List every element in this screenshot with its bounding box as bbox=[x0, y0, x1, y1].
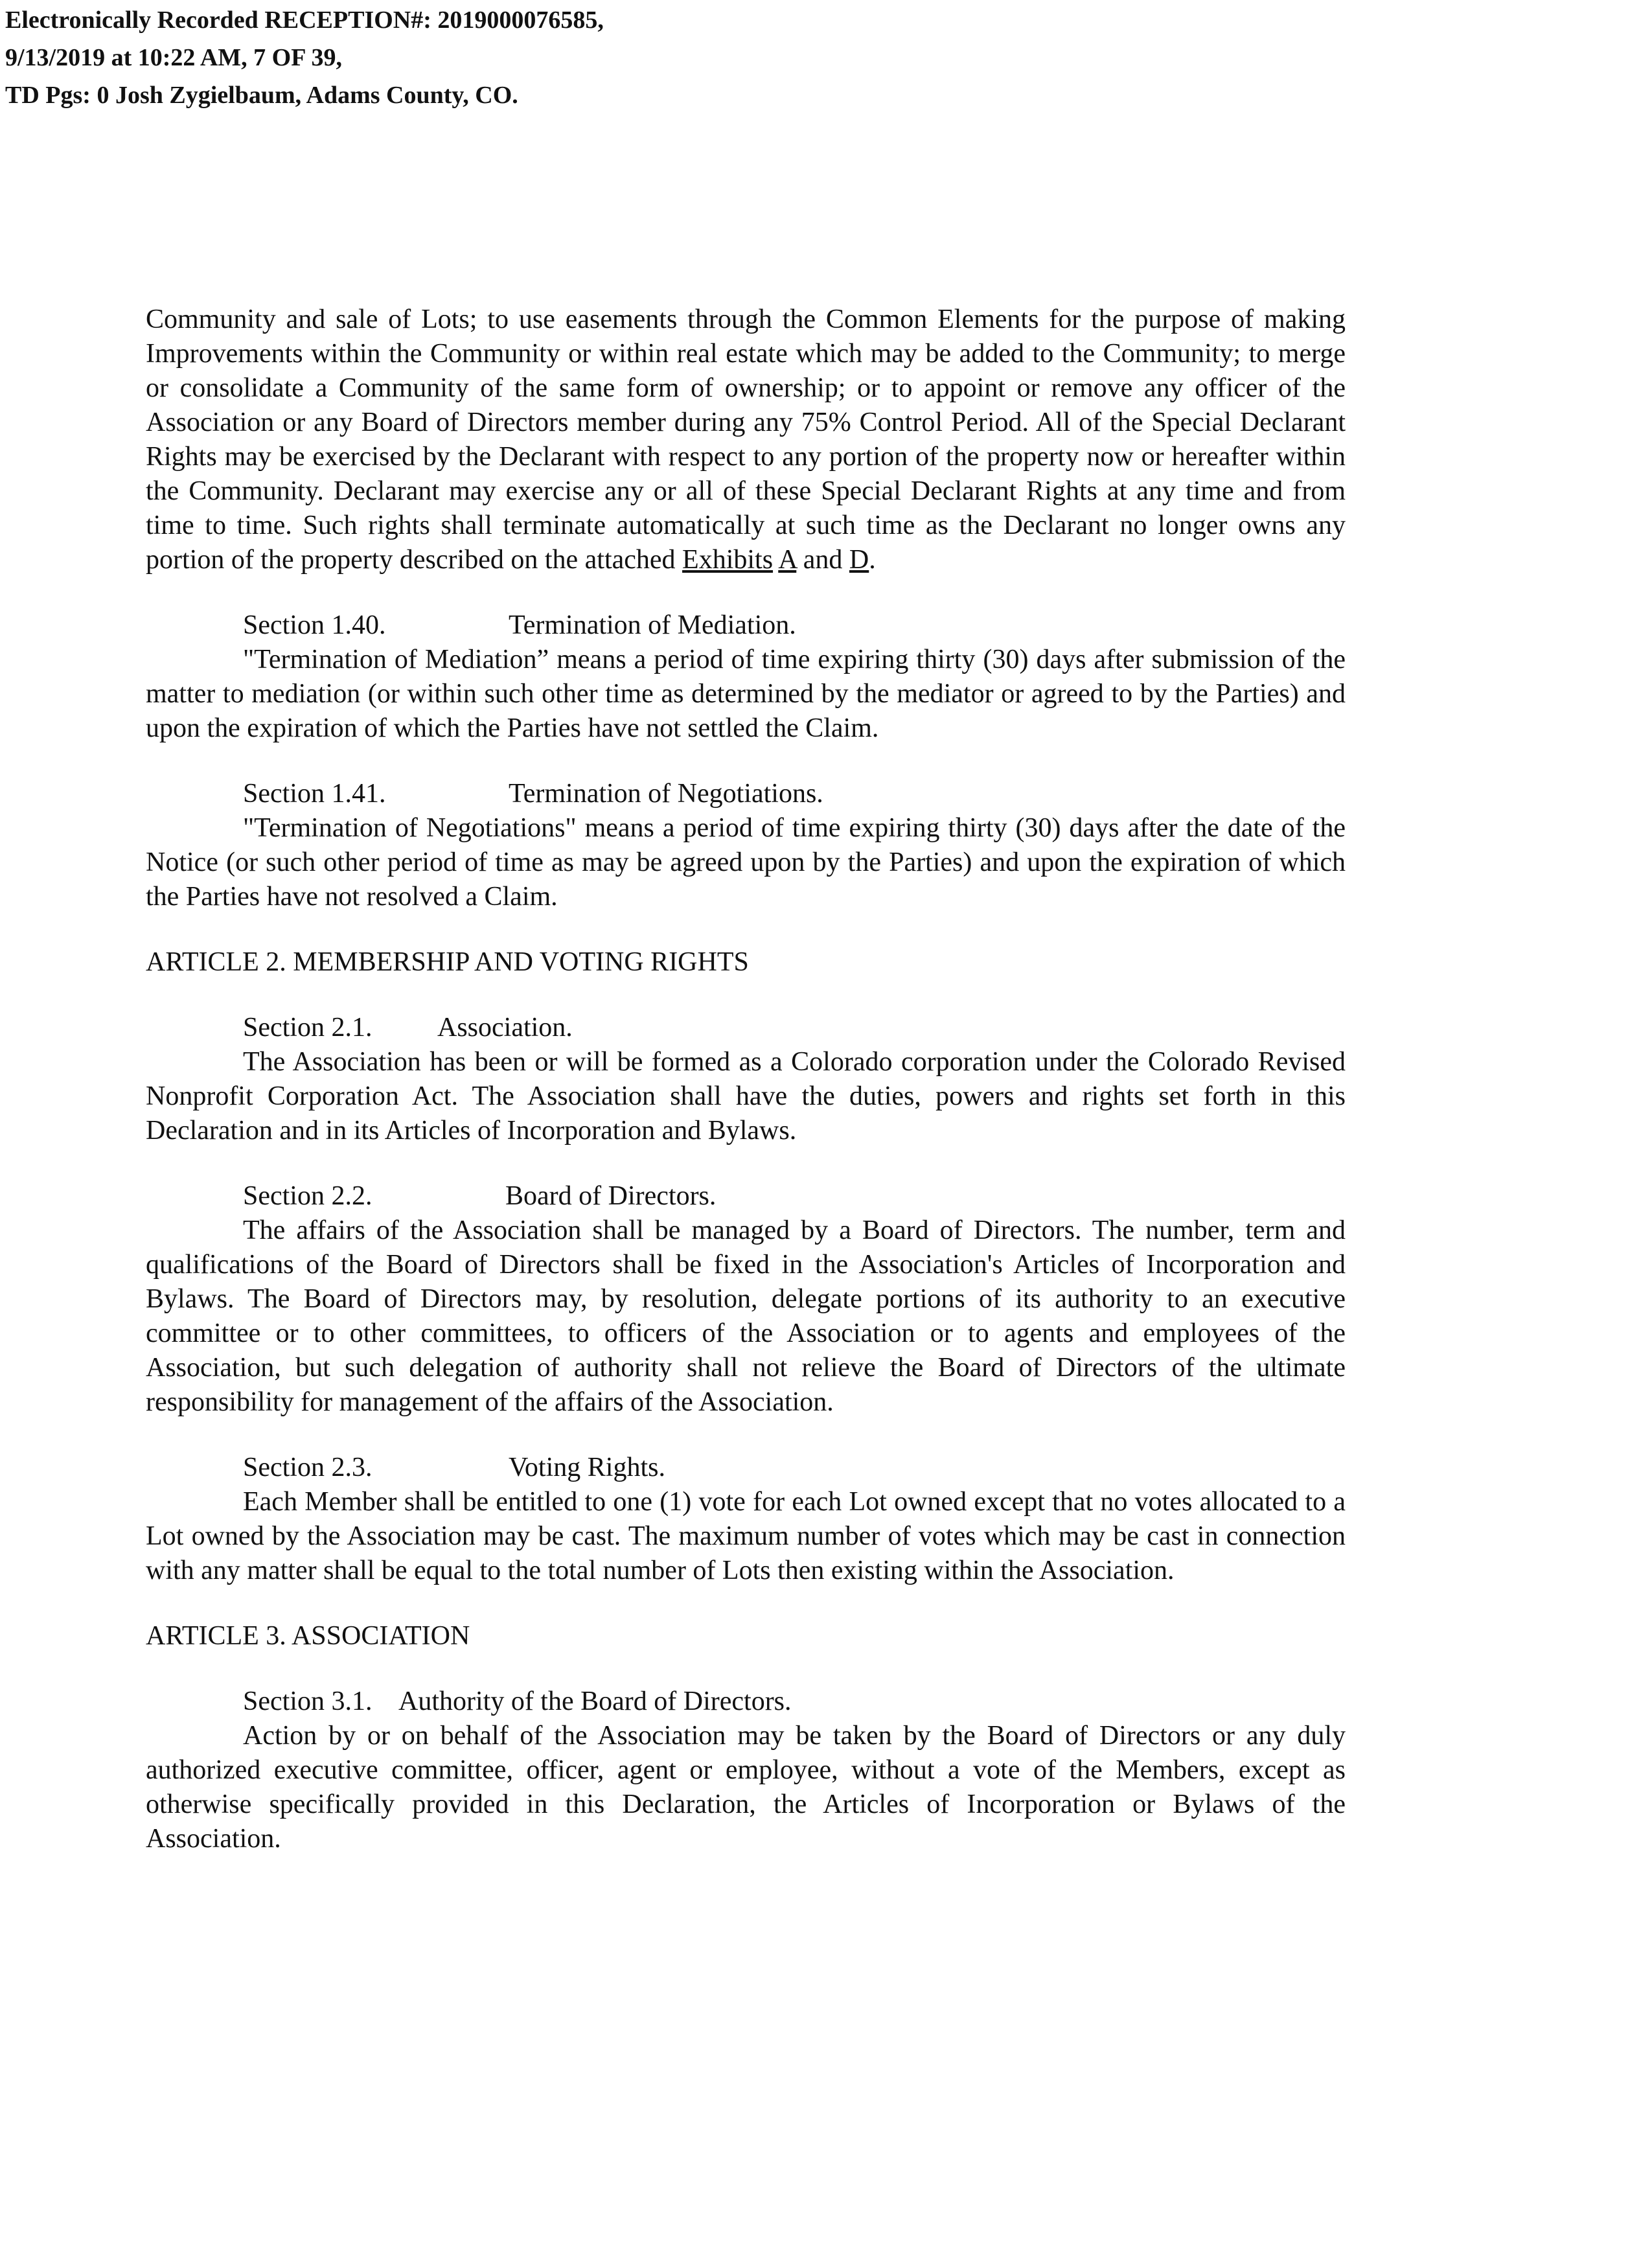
section-2-3-title: Voting Rights. bbox=[509, 1453, 665, 1482]
section-2-1-heading bbox=[146, 1011, 1346, 1045]
intro-paragraph bbox=[146, 303, 1346, 577]
recording-stamp-line-3: TD Pgs: 0 Josh Zygielbaum, Adams County, CO. bbox=[5, 82, 518, 109]
section-2-2-text: The affairs of the Association shall be managed by a Board of Directors. The number, term and qualifications of the Board of Directors shall be fixed in the Association's Articles of Incorporation and Bylaws. The Board of Directors may, by resolution, delegate portions of its authority to an executive committee or to other committees, to officers of the Association or to agents and employees of the Association, but such delegation of authority shall not relieve the Board of Directors of the ultimate responsibility for management of the affairs of the Association. bbox=[146, 1215, 1346, 1417]
recording-stamp-line-2: 9/13/2019 at 10:22 AM, 7 OF 39, bbox=[5, 44, 342, 71]
intro-text: Community and sale of Lots; to use easements through the Common Elements for the purpose of making Improvements within the Community or within real estate which may be added to the Community; to merge or consolidate a Community of the same form of ownership; or to appoint or remove any officer of the Association or any Board of Directors member during any 75% Control Period. All of the Special Declarant Rights may be exercised by the Declarant with respect to any portion of the property now or hereafter within the Community. Declarant may exercise any or all of these Special Declarant Rights at any time and from time to time. Such rights shall terminate automatically at such time as the Declarant no longer owns any portion of the property described on the attached bbox=[146, 305, 1346, 575]
section-2-2-title: Board of Directors. bbox=[505, 1181, 717, 1211]
section-2-1-title: Association. bbox=[437, 1013, 573, 1042]
section-1-40-number: Section 1.40. bbox=[243, 610, 386, 640]
section-2-3-number: Section 2.3. bbox=[243, 1453, 373, 1482]
section-2-2-number: Section 2.2. bbox=[243, 1181, 373, 1211]
recording-stamp-line-1: Electronically Recorded RECEPTION#: 2019000076585, bbox=[5, 6, 604, 34]
section-2-1-text: The Association has been or will be formed as a Colorado corporation under the Colorado Revised Nonprofit Corporation Act. The Association shall have the duties, powers and rights set forth in this Declaration and in its Articles of Incorporation and Bylaws. bbox=[146, 1047, 1346, 1146]
document-body bbox=[146, 303, 1346, 1856]
section-1-40-title: Termination of Mediation. bbox=[509, 610, 796, 640]
section-2-3-heading bbox=[146, 1451, 1346, 1485]
section-3-1-text: Action by or on behalf of the Association may be taken by the Board of Directors or any duly authorized executive committee, officer, agent or employee, without a vote of the Members, except as otherwise specifically provided in this Declaration, the Articles of Incorporation or Bylaws of the Association. bbox=[146, 1721, 1346, 1854]
section-1-40-heading bbox=[146, 608, 1346, 643]
section-3-1-title: Authority of the Board of Directors. bbox=[398, 1687, 792, 1716]
section-1-41-text: "Termination of Negotiations" means a period of time expiring thirty (30) days after the date of the Notice (or such other period of time as may be agreed upon by the Parties) and upon the expiration of which the Parties have not resolved a Claim. bbox=[146, 813, 1346, 912]
section-2-1-number: Section 2.1. bbox=[243, 1013, 373, 1042]
section-3-1-number: Section 3.1. bbox=[243, 1687, 373, 1716]
exhibit-d-reference: D bbox=[849, 545, 869, 575]
section-1-41-title: Termination of Negotiations. bbox=[509, 779, 823, 809]
article-3-heading: ARTICLE 3. ASSOCIATION bbox=[146, 1621, 470, 1651]
recording-stamp bbox=[5, 1, 604, 114]
exhibit-a-reference: A bbox=[778, 545, 797, 575]
section-2-2-heading bbox=[146, 1179, 1346, 1214]
section-1-40-text: "Termination of Mediation” means a period of time expiring thirty (30) days after submission of the matter to mediation (or within such other time as determined by the mediator or agreed to by the Parties) and upon the expiration of which the Parties have not settled the Claim. bbox=[146, 645, 1346, 743]
exhibits-reference: Exhibits bbox=[682, 545, 774, 575]
article-2-heading: ARTICLE 2. MEMBERSHIP AND VOTING RIGHTS bbox=[146, 947, 749, 977]
section-3-1-heading bbox=[146, 1685, 1346, 1719]
section-1-41-number: Section 1.41. bbox=[243, 779, 386, 809]
intro-and: and bbox=[803, 545, 843, 575]
section-2-3-text: Each Member shall be entitled to one (1) vote for each Lot owned except that no votes allocated to a Lot owned by the Association may be cast. The maximum number of votes which may be cast in connection with any matter shall be equal to the total number of Lots then existing within the Association. bbox=[146, 1487, 1346, 1585]
section-1-41-heading bbox=[146, 777, 1346, 811]
intro-end-punct: . bbox=[869, 545, 876, 575]
